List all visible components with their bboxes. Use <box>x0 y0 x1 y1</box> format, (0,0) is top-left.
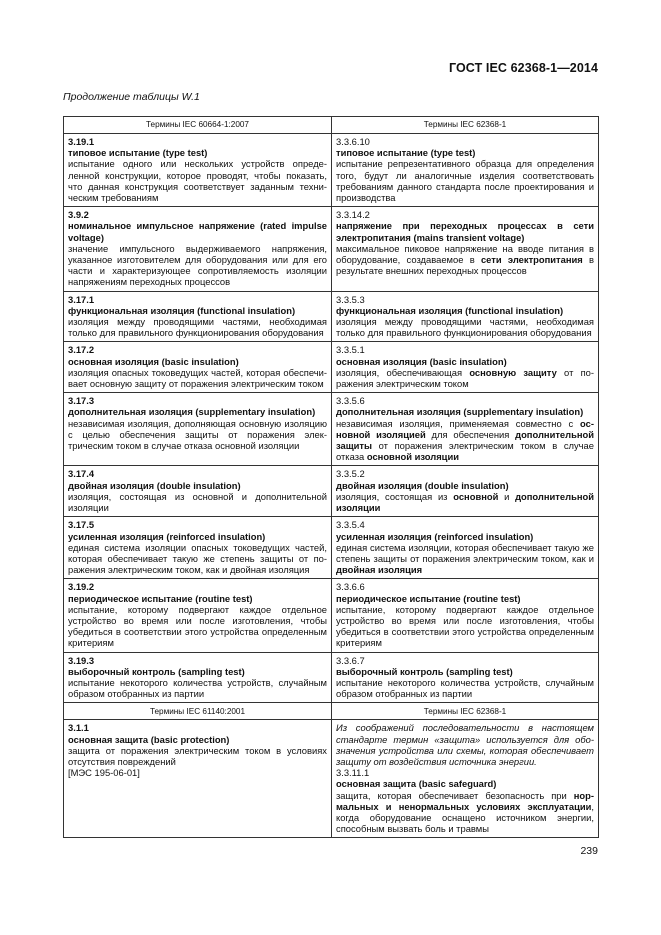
term-definition: единая система изоляции опасных токоведущих частей, которая обеспечивает такую же степень защиты от поражения электрическим током, как и двойная изоляция <box>68 541 327 576</box>
left-column-header: Термины IEC 61140:2001 <box>64 703 332 720</box>
gost-term-cell <box>332 342 599 393</box>
table-row <box>64 466 599 517</box>
term-title: напряжение при переходных процессах в сети электропитания (mains transient voltage) <box>336 220 594 243</box>
table-row <box>64 720 599 838</box>
term-reference: [МЭС 195-06-01] <box>68 767 140 779</box>
term-title: основная изоляция (basic insulation) <box>68 355 239 367</box>
term-title: основная изоляция (basic insulation) <box>336 355 507 367</box>
term-definition: изоляция опасных токоведущих частей, которая обеспечивает основную защиту от поражения электрическим током <box>68 366 327 390</box>
term-definition <box>336 316 594 338</box>
iec-term-cell <box>64 342 332 393</box>
definition-text: защита, которая обеспечивает безопасность при <box>336 789 574 801</box>
term-definition <box>336 367 594 389</box>
definition-text: испытание, которому подвергают каждое отдельное устройство во время или после изготовления, чтобы убедиться в соответствии этого устройства определенным критериям <box>336 603 594 649</box>
term-number: 3.17.1 <box>68 293 95 305</box>
term-definition: защита от поражения электрическим током в условиях отсутствия повреждений <box>68 744 327 767</box>
term-note: Из соображений последовательности в настоящем стандарте термин «защита» используется для обозначения устройства или схемы, которая обеспечивает защиту от воздействия источника энергии. <box>336 722 594 767</box>
term-number: 3.17.4 <box>68 468 95 480</box>
term-title: периодическое испытание (routine test) <box>336 592 521 604</box>
term-number: 3.17.3 <box>68 395 95 407</box>
definition-text: испытание некоторого количества устройств, случайным образом отобранных из партии <box>336 676 594 700</box>
term-definition <box>336 604 594 649</box>
term-title: основная защита (basic protection) <box>68 733 230 745</box>
definition-text: изоляция, обеспечивающая <box>336 366 470 378</box>
definition-text: изоляция между проводящими частями, необходимая только для правильного функционирования оборудования <box>336 316 594 339</box>
iec-term-cell <box>64 291 332 342</box>
term-number: 3.9.2 <box>68 209 89 221</box>
iec-term-cell <box>64 393 332 466</box>
right-column-header: Термины IEC 62368-1 <box>332 703 599 720</box>
defined-term-emphasis: сети электропитания <box>480 254 583 266</box>
definition-text: для обеспечения <box>425 428 516 440</box>
definition-text: изоляция, состоящая из <box>336 490 454 502</box>
gost-term-cell <box>332 207 599 291</box>
term-definition <box>336 243 594 277</box>
term-title: выборочный контроль (sampling test) <box>336 665 513 677</box>
term-definition <box>336 790 594 835</box>
defined-term-emphasis: дополнительной изоляции <box>336 490 594 514</box>
iec-term-cell <box>64 517 332 579</box>
term-definition <box>336 158 594 203</box>
term-number: 3.3.11.1 <box>336 767 370 779</box>
term-title: типовое испытание (type test) <box>68 147 208 159</box>
term-number: 3.3.5.1 <box>336 344 365 356</box>
iec-term-cell <box>64 720 332 838</box>
defined-term-emphasis: основной изоляцией <box>336 417 594 440</box>
term-number: 3.3.6.7 <box>336 654 365 666</box>
defined-term-emphasis: основной <box>453 490 499 502</box>
left-column-header: Термины IEC 60664-1:2007 <box>64 117 332 134</box>
definition-text: испытание репрезентативного образца для определения того, будут ли аналогичные изделия соответствовать требованиям данного стандарта после проектирования и производства <box>336 158 594 204</box>
document-header: ГОСТ IEC 62368-1—2014 <box>448 61 598 75</box>
iec-term-cell <box>64 207 332 291</box>
table-row <box>64 517 599 579</box>
gost-term-cell <box>332 134 599 207</box>
definition-text: независимая изоляция, применяемая совместно с <box>336 417 581 429</box>
definition-text: , когда оборудование оснащено источником энергии, способным вызвать боль и травмы <box>336 800 594 835</box>
term-number: 3.19.2 <box>68 581 95 593</box>
term-title: дополнительная изоляция (supplementary insulation) <box>68 406 316 418</box>
defined-term-emphasis: нормальных и ненормальных условиях эксплуатации <box>336 789 594 812</box>
iec-term-cell <box>64 466 332 517</box>
term-title: двойная изоляция (double insulation) <box>336 479 509 491</box>
definition-text: максимальное пиковое напряжение на вводе питания в оборудование, создаваемое в <box>336 242 594 266</box>
column-header-row <box>64 117 599 134</box>
defined-term-emphasis: двойная изоляция <box>336 564 423 576</box>
defined-term-emphasis: основную защиту <box>469 366 557 378</box>
definition-text: и <box>498 490 516 502</box>
table-row <box>64 134 599 207</box>
term-title: усиленная изоляция (reinforced insulation) <box>68 530 266 542</box>
table-row <box>64 579 599 652</box>
definition-text: в результате внешних переходных процессов <box>336 254 595 277</box>
term-definition <box>336 418 594 463</box>
term-definition: испытание одного или нескольких устройств определенной конструкции, которое проводят, чтобы показать, что данная конструкция соответствует заданным техническим требованиям <box>68 158 327 204</box>
term-number: 3.17.2 <box>68 344 95 356</box>
term-number: 3.19.3 <box>68 654 95 666</box>
table-row <box>64 652 599 703</box>
defined-term-emphasis: основной изоляции <box>366 451 459 463</box>
term-definition: значение импульсного выдерживаемого напряжения, указанное изготовителем для оборудования или для его части и характеризующее сопротивляемость изоляции напряжениям переходных процессов <box>68 242 327 288</box>
term-title: двойная изоляция (double insulation) <box>68 479 241 491</box>
right-column-header: Термины IEC 62368-1 <box>332 117 599 134</box>
gost-term-cell <box>332 466 599 517</box>
term-title: типовое испытание (type test) <box>336 147 476 159</box>
gost-term-cell <box>332 579 599 652</box>
term-number: 3.3.14.2 <box>336 209 370 221</box>
term-number: 3.3.5.6 <box>336 395 365 407</box>
gost-term-cell <box>332 291 599 342</box>
page-number: 239 <box>580 845 598 857</box>
term-title: функциональная изоляция (functional insulation) <box>68 304 296 316</box>
term-definition <box>336 677 594 699</box>
term-definition <box>336 491 594 513</box>
term-definition: независимая изоляция, дополняющая основную изоляцию с целью обеспечения защиты от поражения электрическим током в случае отказа основной изоляции <box>68 417 327 452</box>
term-title: функциональная изоляция (functional insulation) <box>336 304 564 316</box>
term-title: основная защита (basic safeguard) <box>336 778 497 790</box>
gost-term-cell <box>332 720 599 838</box>
term-number: 3.1.1 <box>68 722 89 734</box>
table-row <box>64 393 599 466</box>
term-title: усиленная изоляция (reinforced insulation) <box>336 530 534 542</box>
term-number: 3.3.6.6 <box>336 581 365 593</box>
term-definition: испытание некоторого количества устройств, случайным образом отобранных из партии <box>68 676 327 700</box>
table-row <box>64 207 599 291</box>
definition-text: от поражения электрическим током <box>336 366 594 390</box>
term-title: номинальное импульсное напряжение (rated impulse voltage) <box>68 220 327 243</box>
definition-text: от поражения электрическим током в случае отказа <box>336 440 594 463</box>
table-row <box>64 342 599 393</box>
column-header-row <box>64 703 599 720</box>
gost-term-cell <box>332 517 599 579</box>
iec-term-cell <box>64 652 332 703</box>
gost-term-cell <box>332 393 599 466</box>
term-definition: изоляция между проводящими частями, необходимая только для правильного функционирования оборудования <box>68 316 327 339</box>
table-row <box>64 291 599 342</box>
term-title: периодическое испытание (routine test) <box>68 592 253 604</box>
term-definition: испытание, которому подвергают каждое отдельное устройство во время или после изготовления, чтобы убедиться в соответствии этого устройства определенным критериям <box>68 603 327 649</box>
term-number: 3.17.5 <box>68 519 95 531</box>
term-number: 3.3.6.10 <box>336 136 370 147</box>
gost-term-cell <box>332 652 599 703</box>
term-number: 3.3.5.3 <box>336 293 365 305</box>
table-caption: Продолжение таблицы W.1 <box>63 91 200 103</box>
term-number: 3.19.1 <box>68 136 95 147</box>
term-title: выборочный контроль (sampling test) <box>68 665 245 677</box>
terms-table <box>63 116 599 838</box>
defined-term-emphasis: дополнительной защиты <box>336 428 595 452</box>
term-definition <box>336 542 594 576</box>
term-title: дополнительная изоляция (supplementary insulation) <box>336 406 584 418</box>
term-definition: изоляция, состоящая из основной и дополнительной изоляции <box>68 490 327 514</box>
definition-text: единая система изоляции, которая обеспечивает такую же степень защиты от поражения электрическим током, как и <box>336 541 594 564</box>
term-number: 3.3.5.4 <box>336 519 365 531</box>
iec-term-cell <box>64 579 332 652</box>
iec-term-cell <box>64 134 332 207</box>
term-number: 3.3.5.2 <box>336 468 365 480</box>
